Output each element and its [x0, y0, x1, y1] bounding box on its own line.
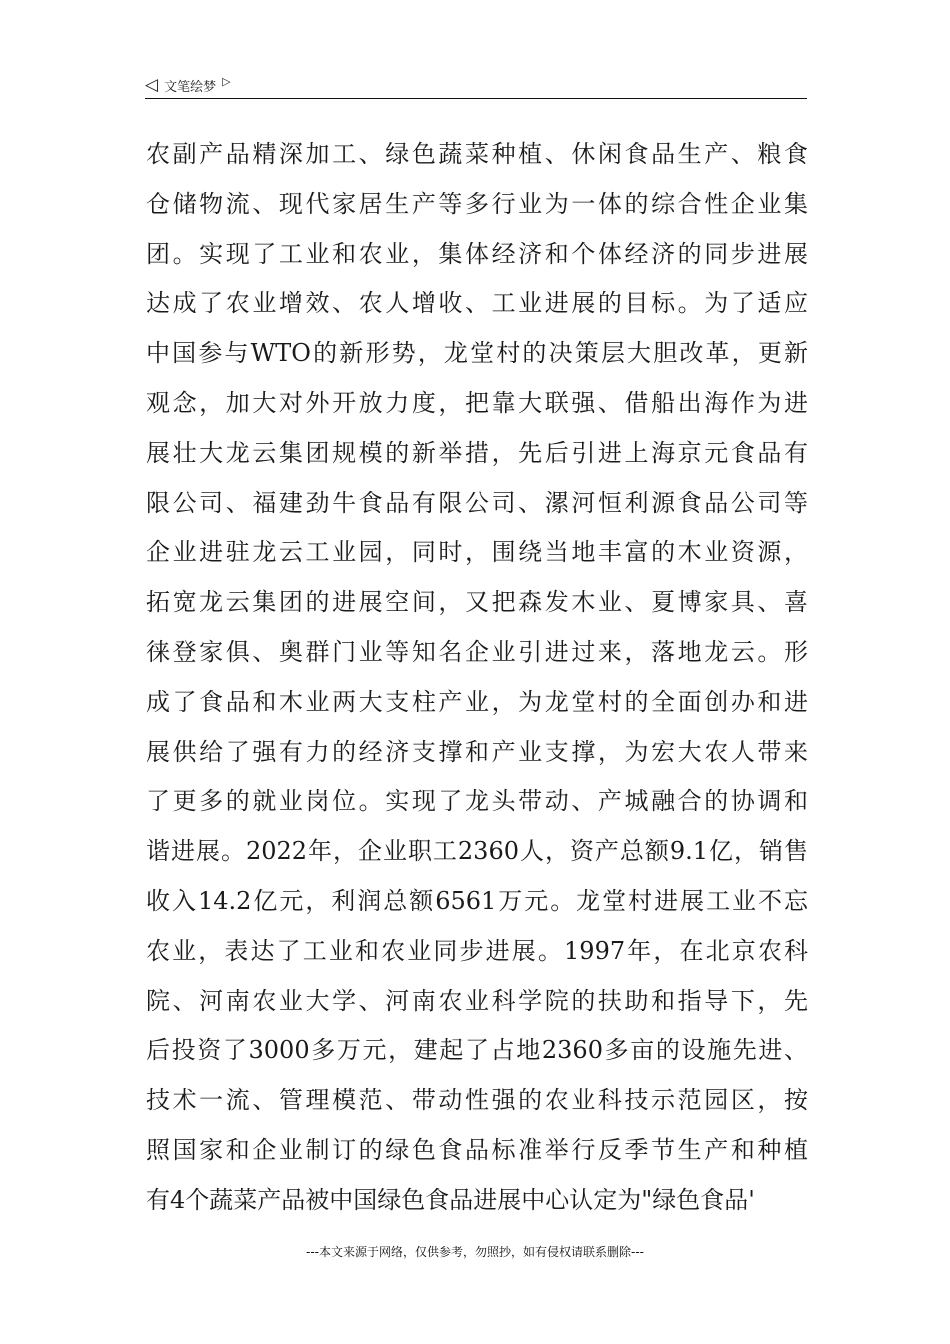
triangle-right-icon: ▷ [222, 74, 231, 88]
text-line: 收入14.2亿元，利润总额6561万元。龙堂村进展工业不忘 [146, 886, 808, 915]
text-line: 技术一流、管理模范、带动性强的农业科技示范园区，按 [146, 1086, 808, 1115]
text-line: 企业进驻龙云工业园，同时，围绕当地丰富的木业资源， [146, 538, 808, 567]
text-line: 限公司、福建劲牛食品有限公司、漯河恒利源食品公司等 [146, 488, 808, 517]
text-line: 有4个蔬菜产品被中国绿色食品进展中心认定为"绿色食品' [146, 1185, 755, 1214]
page-header [145, 72, 807, 98]
text-line: 农业，表达了工业和农业同步进展。1997年，在北京农科 [146, 936, 808, 965]
body-text [146, 130, 808, 1226]
footer-notice: ---本文来源于网络，仅供参考，勿照抄，如有侵权请联系删除--- [306, 1245, 644, 1259]
text-line: 了更多的就业岗位。实现了龙头带动、产城融合的协调和 [146, 787, 808, 816]
text-line: 拓宽龙云集团的进展空间，又把森发木业、夏博家具、喜 [146, 588, 808, 617]
text-line: 后投资了3000多万元，建起了占地2360多亩的设施先进、 [146, 1036, 808, 1065]
header-divider [145, 98, 807, 99]
text-line: 谐进展。2022年，企业职工2360人，资产总额9.1亿，销售 [146, 837, 808, 866]
text-line: 仓储物流、现代家居生产等多行业为一体的综合性企业集 [146, 189, 808, 218]
text-line: 农副产品精深加工、绿色蔬菜种植、休闲食品生产、粮食 [146, 140, 808, 168]
text-line: 院、河南农业大学、河南农业科学院的扶助和指导下，先 [146, 986, 808, 1015]
header-title: 文笔绘梦 [164, 79, 217, 95]
text-line: 中国参与WTO的新形势，龙堂村的决策层大胆改革，更新 [146, 339, 808, 368]
text-line: 观念，加大对外开放力度，把靠大联强、借船出海作为进 [146, 388, 808, 417]
triangle-left-icon: ◁ [145, 74, 159, 95]
text-line: 展供给了强有力的经济支撑和产业支撑，为宏大农人带来 [146, 737, 808, 766]
text-line: 成了食品和木业两大支柱产业，为龙堂村的全面创办和进 [146, 687, 808, 716]
text-line: 团。实现了工业和农业，集体经济和个体经济的同步进展 [146, 239, 808, 268]
text-line: 展壮大龙云集团规模的新举措，先后引进上海京元食品有 [146, 438, 808, 467]
text-line: 徕登家俱、奥群门业等知名企业引进过来，落地龙云。形 [146, 637, 808, 666]
text-line: 照国家和企业制订的绿色食品标准举行反季节生产和种植 [146, 1135, 808, 1164]
text-line: 达成了农业增效、农人增收、工业进展的目标。为了适应 [146, 289, 808, 318]
